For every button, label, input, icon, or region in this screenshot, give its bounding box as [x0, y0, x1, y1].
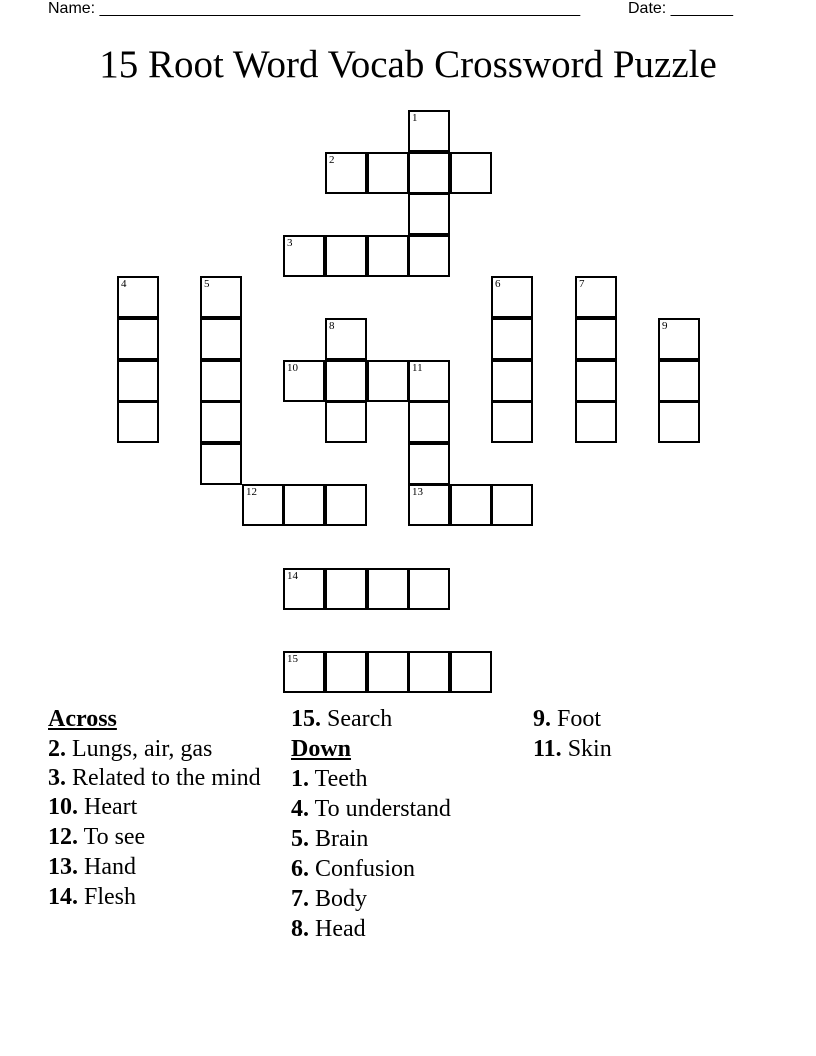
clue-number: 1.: [291, 766, 309, 792]
grid-cell[interactable]: [408, 193, 450, 235]
cell-number: 15: [287, 653, 298, 665]
clue-number: 15.: [291, 706, 321, 732]
grid-cell[interactable]: [491, 276, 533, 318]
grid-cell[interactable]: [408, 568, 450, 610]
clue-text: Confusion: [315, 856, 416, 882]
clue-number: 2.: [48, 736, 66, 762]
grid-cell[interactable]: [408, 360, 450, 402]
clue-number: 3.: [48, 765, 66, 791]
grid-cell[interactable]: [658, 401, 700, 443]
grid-cell[interactable]: [367, 152, 409, 194]
grid-cell[interactable]: [283, 484, 325, 526]
clue-number: 6.: [291, 856, 309, 882]
clue-text: Flesh: [84, 884, 137, 910]
clue-number: 5.: [291, 826, 309, 852]
down-clue-4: [291, 794, 531, 824]
clue-text: Hand: [84, 854, 136, 880]
grid-cell[interactable]: [408, 443, 450, 485]
cell-number: 14: [287, 570, 298, 582]
grid-cell[interactable]: [200, 401, 242, 443]
grid-cell[interactable]: [325, 568, 367, 610]
cell-number: 4: [121, 278, 127, 290]
grid-cell[interactable]: [117, 318, 159, 360]
clue-text: To see: [83, 824, 146, 850]
clue-number: 4.: [291, 796, 309, 822]
grid-cell[interactable]: [408, 484, 450, 526]
grid-cell[interactable]: [491, 318, 533, 360]
clue-text: Search: [327, 706, 393, 732]
clue-text: Teeth: [314, 766, 368, 792]
grid-cell[interactable]: [408, 651, 450, 693]
across-clue-14: [48, 882, 288, 912]
grid-cell[interactable]: [408, 235, 450, 277]
across-clue-12: [48, 822, 288, 852]
cell-number: 12: [246, 486, 257, 498]
grid-cell[interactable]: [491, 401, 533, 443]
cell-number: 13: [412, 486, 423, 498]
grid-cell[interactable]: [200, 318, 242, 360]
grid-cell[interactable]: [325, 318, 367, 360]
down-clue-6: [291, 854, 531, 884]
grid-cell[interactable]: [491, 484, 533, 526]
clue-number: 7.: [291, 886, 309, 912]
cell-number: 11: [412, 362, 423, 374]
clue-number: 9.: [533, 706, 551, 732]
grid-cell[interactable]: [325, 235, 367, 277]
grid-cell[interactable]: [367, 360, 409, 402]
cell-number: 10: [287, 362, 298, 374]
grid-cell[interactable]: [367, 568, 409, 610]
clue-text: Heart: [84, 794, 138, 820]
grid-cell[interactable]: [408, 110, 450, 152]
across-clue-15: [291, 704, 531, 734]
clue-number: 13.: [48, 854, 78, 880]
cell-number: 3: [287, 237, 293, 249]
grid-cell[interactable]: [491, 360, 533, 402]
clue-number: 11.: [533, 736, 562, 762]
across-clue-13: [48, 852, 288, 882]
across-clue-3: [48, 764, 288, 792]
cell-number: 1: [412, 112, 418, 124]
name-field[interactable]: Name: ______________________________________________________: [48, 0, 581, 17]
clue-text: Head: [315, 916, 366, 942]
grid-cell[interactable]: [200, 360, 242, 402]
clue-text: Brain: [315, 826, 369, 852]
grid-cell[interactable]: [325, 401, 367, 443]
grid-cell[interactable]: [283, 360, 325, 402]
clue-text: Body: [315, 886, 368, 912]
grid-cell[interactable]: [408, 401, 450, 443]
grid-cell[interactable]: [575, 360, 617, 402]
clue-text: To understand: [314, 796, 451, 822]
clues-column-1: [48, 704, 288, 912]
grid-cell[interactable]: [575, 276, 617, 318]
down-heading: Down: [291, 736, 352, 762]
grid-cell[interactable]: [117, 360, 159, 402]
grid-cell[interactable]: [283, 235, 325, 277]
clue-number: 10.: [48, 794, 78, 820]
down-clue-8: [291, 914, 531, 944]
clue-number: 14.: [48, 884, 78, 910]
clues-column-2: [291, 704, 531, 944]
grid-cell[interactable]: [325, 360, 367, 402]
cell-number: 8: [329, 320, 335, 332]
across-clue-10: [48, 792, 288, 822]
down-clue-7: [291, 884, 531, 914]
grid-cell[interactable]: [117, 401, 159, 443]
cell-number: 7: [579, 278, 585, 290]
grid-cell[interactable]: [283, 568, 325, 610]
grid-cell[interactable]: [325, 484, 367, 526]
grid-cell[interactable]: [200, 443, 242, 485]
page-title: 15 Root Word Vocab Crossword Puzzle: [99, 43, 717, 86]
grid-cell[interactable]: [450, 152, 492, 194]
grid-cell[interactable]: [242, 484, 284, 526]
cell-number: 2: [329, 154, 335, 166]
grid-cell[interactable]: [658, 318, 700, 360]
grid-cell[interactable]: [283, 651, 325, 693]
down-clue-1: [291, 764, 531, 794]
grid-cell[interactable]: [367, 235, 409, 277]
clues-column-3: [533, 704, 773, 764]
grid-cell[interactable]: [450, 651, 492, 693]
down-clue-11: [533, 734, 773, 764]
clue-number: 8.: [291, 916, 309, 942]
across-clue-2: [48, 734, 288, 764]
grid-cell[interactable]: [325, 152, 367, 194]
cell-number: 9: [662, 320, 668, 332]
grid-cell[interactable]: [450, 484, 492, 526]
clue-text: Related to the mind: [72, 765, 261, 791]
grid-cell[interactable]: [367, 651, 409, 693]
clue-text: Skin: [567, 736, 612, 762]
grid-cell[interactable]: [200, 276, 242, 318]
down-clue-9: [533, 704, 773, 734]
clue-number: 12.: [48, 824, 78, 850]
grid-cell[interactable]: [658, 360, 700, 402]
grid-cell[interactable]: [575, 401, 617, 443]
cell-number: 6: [495, 278, 501, 290]
date-field[interactable]: Date: _______: [628, 0, 733, 17]
across-heading: Across: [48, 706, 117, 732]
grid-cell[interactable]: [408, 152, 450, 194]
clue-text: Lungs, air, gas: [72, 736, 213, 762]
grid-cell[interactable]: [117, 276, 159, 318]
cell-number: 5: [204, 278, 210, 290]
grid-cell[interactable]: [325, 651, 367, 693]
down-clue-5: [291, 824, 531, 854]
clue-text: Foot: [557, 706, 602, 732]
grid-cell[interactable]: [575, 318, 617, 360]
